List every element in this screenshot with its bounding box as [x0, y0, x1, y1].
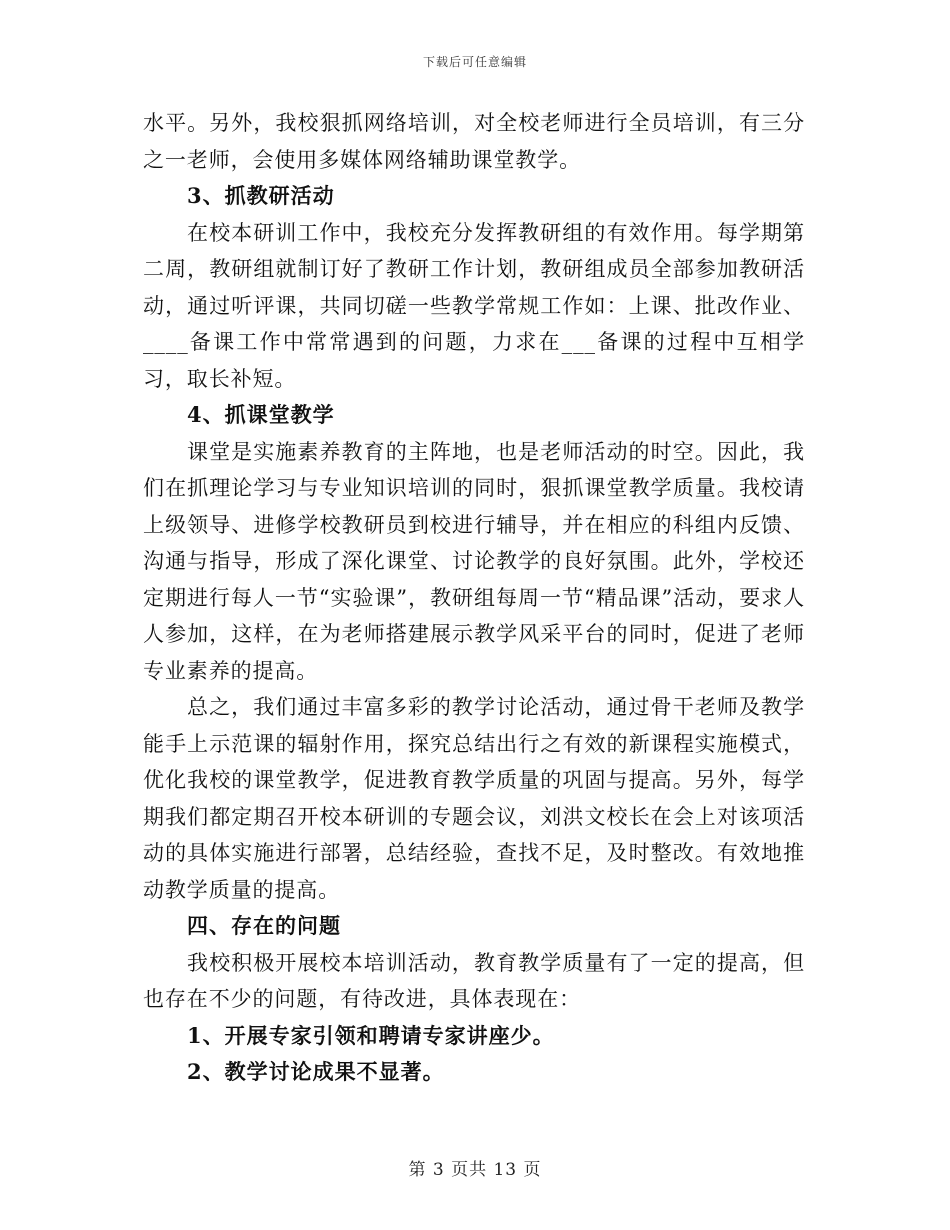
document-body [143, 105, 805, 1091]
heading-teaching-research: 3、抓教研活动 [187, 183, 335, 208]
heading-existing-problems: 四、存在的问题 [187, 913, 341, 938]
page-footer: 第 3 页共 13 页 [408, 1160, 542, 1180]
paragraph-network-training: 水平。另外，我校狠抓网络培训，对全校老师进行全员培训，有三分之一老师，会使用多媒体网络辅助课堂教学。 [143, 111, 805, 172]
paragraph-teaching-research: 在校本研训工作中，我校充分发挥教研组的有效作用。每学期第二周，教研组就制订好了教研工作计划，教研组成员全部参加教研活动，通过听评课，共同切磋一些教学常规工作如：上课、批改作业、____备课工作中常常遇到的问题，力求在___备课的过程中互相学习，取长补短。 [143, 220, 805, 391]
paragraph-problems-intro: 我校积极开展校本培训活动，教育教学质量有了一定的提高，但也存在不少的问题，有待改进，具体表现在： [143, 950, 805, 1011]
paragraph-classroom-teaching: 课堂是实施素养教育的主阵地，也是老师活动的时空。因此，我们在抓理论学习与专业知识培训的同时，狠抓课堂教学质量。我校请上级领导、进修学校教研员到校进行辅导，并在相应的科组内反馈、沟通与指导，形成了深化课堂、讨论教学的良好氛围。此外，学校还定期进行每人一节“实验课”，教研组每周一节“精品课”活动，要求人人参加，这样，在为老师搭建展示教学风采平台的同时，促进了老师专业素养的提高。 [143, 439, 805, 683]
page-header: 下载后可任意编辑 [422, 55, 527, 69]
problem-item-1: 1、开展专家引领和聘请专家讲座少。 [187, 1022, 555, 1048]
problem-item-2: 2、教学讨论成果不显著。 [187, 1059, 445, 1084]
paragraph-summary: 总之，我们通过丰富多彩的教学讨论活动，通过骨干老师及教学能手上示范课的辐射作用，探究总结出行之有效的新课程实施模式，优化我校的课堂教学，促进教育教学质量的巩固与提高。另外，每学期我们都定期召开校本研训的专题会议，刘洪文校长在会上对该项活动的具体实施进行部署，总结经验，查找不足，及时整改。有效地推动教学质量的提高。 [143, 695, 805, 902]
heading-classroom-teaching: 4、抓课堂教学 [187, 402, 335, 427]
